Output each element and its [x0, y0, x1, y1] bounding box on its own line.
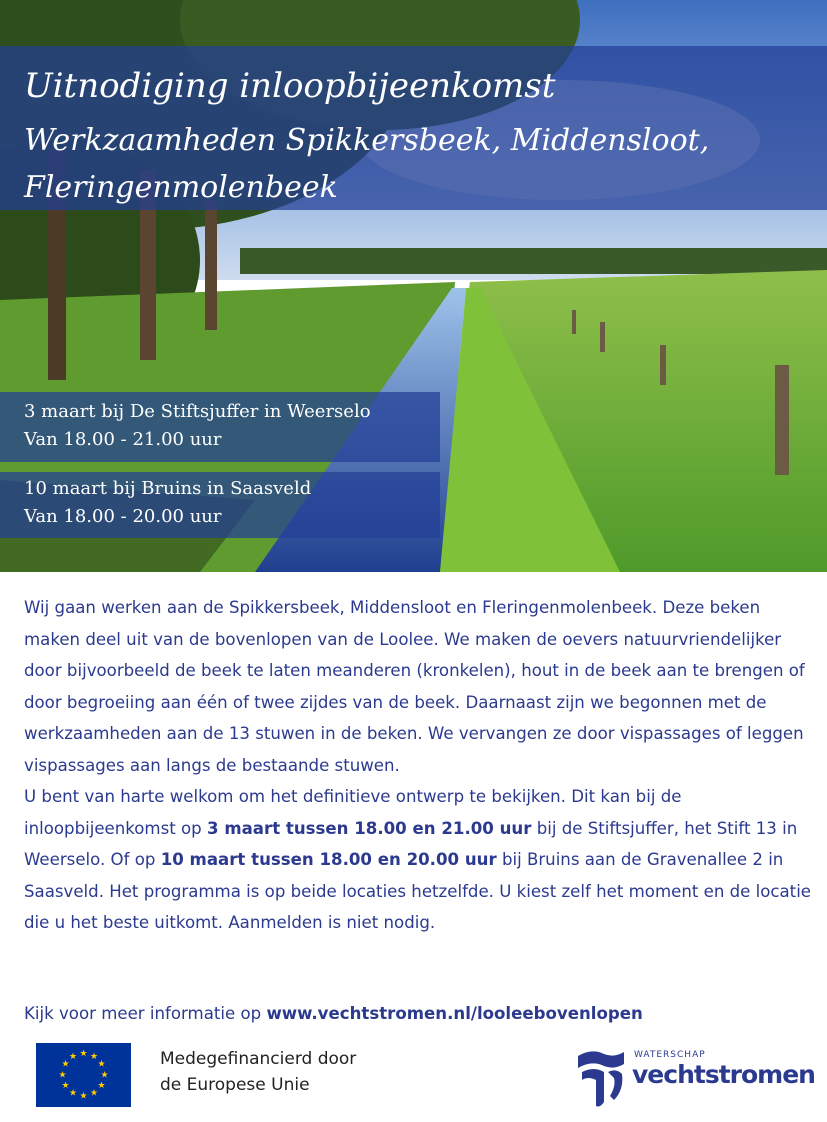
svg-text:★: ★ [97, 1081, 106, 1091]
logo-waterschap-text: WATERSCHAP [634, 1050, 706, 1060]
eu-stars-icon [36, 1043, 131, 1107]
website-link[interactable]: www.vechtstromen.nl/looleebovenlopen [266, 1004, 643, 1023]
vechtstromen-logo [574, 1046, 815, 1110]
svg-text:★: ★ [97, 1059, 106, 1070]
page-subtitle-line1: Werkzaamheden Spikkersbeek, Middensloot, [24, 123, 710, 158]
invitation-date-2: 10 maart tussen 18.00 en 20.00 uur [160, 850, 497, 869]
waterschap-logo-icon [574, 1046, 628, 1110]
page-title: Uitnodiging inloopbijeenkomst [24, 66, 556, 106]
event-2-location: 10 maart bij Bruins in Saasveld [24, 478, 312, 499]
svg-text:★: ★ [68, 1088, 78, 1099]
svg-text:★: ★ [58, 1070, 67, 1081]
svg-text:★: ★ [100, 1070, 109, 1081]
invitation-text-b: bij de Stiftsjuffer, het Stift 13 in Weerselo. Of op [24, 818, 798, 869]
svg-text:★: ★ [61, 1081, 70, 1091]
svg-text:★: ★ [89, 1052, 99, 1062]
event-1-location: 3 maart bij De Stiftsjuffer in Weerselo [24, 401, 371, 422]
invitation-paragraph [24, 781, 814, 939]
body-copy [24, 592, 814, 939]
eu-funding-line2: de Europese Unie [160, 1075, 310, 1095]
invitation-text-c: bij Bruins aan de Gravenallee 2 in Saasveld. Het programma is op beide locaties hetzelfde. U kiest zelf het moment en de locatie die u het beste uitkomt. Aanmelden is niet nodig. [24, 850, 812, 932]
invitation-text-a: U bent van harte welkom om het definitieve ontwerp te bekijken. Dit kan bij de inloopbijeenkomst op [24, 787, 682, 838]
page-subtitle-line2: Fleringenmolenbeek [24, 170, 338, 205]
intro-paragraph: Wij gaan werken aan de Spikkersbeek, Middensloot en Fleringenmolenbeek. Deze beken maken deel uit van de bovenlopen van de Loolee. We maken de oevers natuurvriendelijker door bijvoorbeeld de beek te laten meanderen (kronkelen), hout in de beek aan te brengen of door begroeiing aan één of twee zijdes van de beek. Daarnaast zijn we begonnen met de werkzaamheden aan de 13 stuwen in de beken. We vervangen ze door vispassages of leggen vispassages aan langs de bestaande stuwen. [24, 598, 805, 775]
svg-text:★: ★ [79, 1091, 88, 1102]
svg-text:★: ★ [79, 1049, 88, 1059]
svg-text:★: ★ [89, 1088, 99, 1099]
event-2-time: Van 18.00 - 20.00 uur [24, 506, 222, 527]
svg-text:★: ★ [68, 1052, 78, 1062]
eu-funding-line1: Medegefinancierd door [160, 1049, 357, 1069]
eu-funding-text [160, 1046, 356, 1098]
event-1-time: Van 18.00 - 21.00 uur [24, 429, 222, 450]
more-info-label: Kijk voor meer informatie op [24, 1004, 267, 1023]
eu-flag [36, 1043, 131, 1107]
more-info [24, 1000, 643, 1028]
invitation-date-1: 3 maart tussen 18.00 en 21.00 uur [207, 818, 532, 838]
svg-text:★: ★ [61, 1059, 70, 1070]
logo-vechtstromen-text: vechtstromen [632, 1060, 815, 1089]
